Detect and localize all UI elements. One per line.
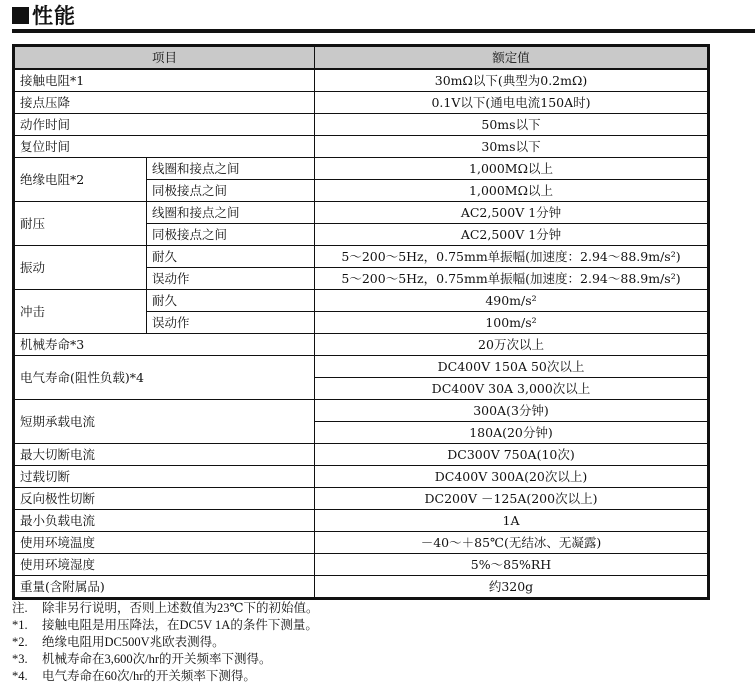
row-label: 复位时间 xyxy=(14,136,315,158)
sub-label: 耐久 xyxy=(147,290,315,312)
table-row xyxy=(14,466,709,488)
row-value: DC400V 150A 50次以上 xyxy=(315,356,709,378)
performance-table xyxy=(12,44,710,600)
footnote xyxy=(12,617,318,634)
sub-label: 误动作 xyxy=(147,268,315,290)
footnote xyxy=(12,600,318,617)
row-value: DC300V 750A(10次) xyxy=(315,444,709,466)
row-label: 重量(含附属品) xyxy=(14,576,315,599)
footnote-mark: *1. xyxy=(12,618,28,632)
row-label: 耐压 xyxy=(14,202,147,246)
row-value: 30ms以下 xyxy=(315,136,709,158)
row-label: 接点压降 xyxy=(14,92,315,114)
row-value: 1,000MΩ以上 xyxy=(315,180,709,202)
table-row xyxy=(14,202,709,224)
header-rated: 额定值 xyxy=(315,46,709,70)
table-row xyxy=(14,532,709,554)
sub-label: 同极接点之间 xyxy=(147,180,315,202)
sub-label: 耐久 xyxy=(147,246,315,268)
header-item: 项目 xyxy=(14,46,315,70)
square-bullet-icon xyxy=(12,7,29,24)
row-value: 5～200～5Hz，0.75mm单振幅(加速度：2.94～88.9m/s²) xyxy=(315,246,709,268)
row-value: 300A(3分钟) xyxy=(315,400,709,422)
row-label: 绝缘电阻*2 xyxy=(14,158,147,202)
row-value: 100m/s² xyxy=(315,312,709,334)
row-value: 5～200～5Hz，0.75mm单振幅(加速度：2.94～88.9m/s²) xyxy=(315,268,709,290)
footnote-mark: *2. xyxy=(12,635,28,649)
row-label: 最大切断电流 xyxy=(14,444,315,466)
table-row xyxy=(14,290,709,312)
row-value: AC2,500V 1分钟 xyxy=(315,224,709,246)
footnote xyxy=(12,651,318,668)
table-row xyxy=(14,136,709,158)
sub-label: 线圈和接点之间 xyxy=(147,202,315,224)
row-label: 反向极性切断 xyxy=(14,488,315,510)
row-label: 过载切断 xyxy=(14,466,315,488)
footnote-mark: *3. xyxy=(12,652,28,666)
row-value: －40～＋85℃(无结冰、无凝露) xyxy=(315,532,709,554)
footnotes xyxy=(12,600,318,685)
row-value: 约320g xyxy=(315,576,709,599)
sub-label: 误动作 xyxy=(147,312,315,334)
row-label: 短期承载电流 xyxy=(14,400,315,444)
row-value: 20万次以上 xyxy=(315,334,709,356)
table-row xyxy=(14,92,709,114)
table-header xyxy=(14,46,709,70)
row-label: 使用环境温度 xyxy=(14,532,315,554)
table-row xyxy=(14,246,709,268)
footnote-text: 接触电阻是用压降法，在DC5V 1A的条件下测量。 xyxy=(42,618,318,632)
table-row xyxy=(14,69,709,92)
row-label: 动作时间 xyxy=(14,114,315,136)
row-value: DC400V 300A(20次以上) xyxy=(315,466,709,488)
row-value: DC400V 30A 3,000次以上 xyxy=(315,378,709,400)
row-label: 使用环境湿度 xyxy=(14,554,315,576)
sub-label: 线圈和接点之间 xyxy=(147,158,315,180)
footnote-text: 绝缘电阻用DC500V兆欧表测得。 xyxy=(42,635,225,649)
table-row xyxy=(14,510,709,532)
table-row xyxy=(14,114,709,136)
row-value: DC200V －125A(200次以上) xyxy=(315,488,709,510)
footnote-text: 电气寿命在60次/hr的开关频率下测得。 xyxy=(42,669,256,683)
row-value: 50ms以下 xyxy=(315,114,709,136)
table-row xyxy=(14,356,709,378)
row-value: 490m/s² xyxy=(315,290,709,312)
sub-label: 同极接点之间 xyxy=(147,224,315,246)
section-title-text: 性能 xyxy=(32,4,76,28)
table-row xyxy=(14,400,709,422)
row-value: AC2,500V 1分钟 xyxy=(315,202,709,224)
table-row xyxy=(14,554,709,576)
footnote-mark: *4. xyxy=(12,669,28,683)
table-row xyxy=(14,444,709,466)
footnote-text: 除非另行说明，否则上述数值为23℃下的初始值。 xyxy=(42,601,319,615)
row-value: 180A(20分钟) xyxy=(315,422,709,444)
row-label: 电气寿命(阻性负载)*4 xyxy=(14,356,315,400)
row-value: 1A xyxy=(315,510,709,532)
row-label: 冲击 xyxy=(14,290,147,334)
row-label: 接触电阻*1 xyxy=(14,69,315,92)
section-title xyxy=(12,2,76,30)
row-value: 1,000MΩ以上 xyxy=(315,158,709,180)
row-value: 30mΩ以下(典型为0.2mΩ) xyxy=(315,69,709,92)
table-row xyxy=(14,158,709,180)
row-value: 0.1V以下(通电电流150A时) xyxy=(315,92,709,114)
footnote-mark: 注. xyxy=(12,601,28,615)
footnote xyxy=(12,668,318,685)
row-value: 5%～85%RH xyxy=(315,554,709,576)
title-underline xyxy=(12,29,755,33)
table-row xyxy=(14,576,709,599)
footnote xyxy=(12,634,318,651)
footnote-text: 机械寿命在3,600次/hr的开关频率下测得。 xyxy=(42,652,272,666)
table-row xyxy=(14,488,709,510)
row-label: 最小负载电流 xyxy=(14,510,315,532)
row-label: 振动 xyxy=(14,246,147,290)
row-label: 机械寿命*3 xyxy=(14,334,315,356)
table-row xyxy=(14,334,709,356)
